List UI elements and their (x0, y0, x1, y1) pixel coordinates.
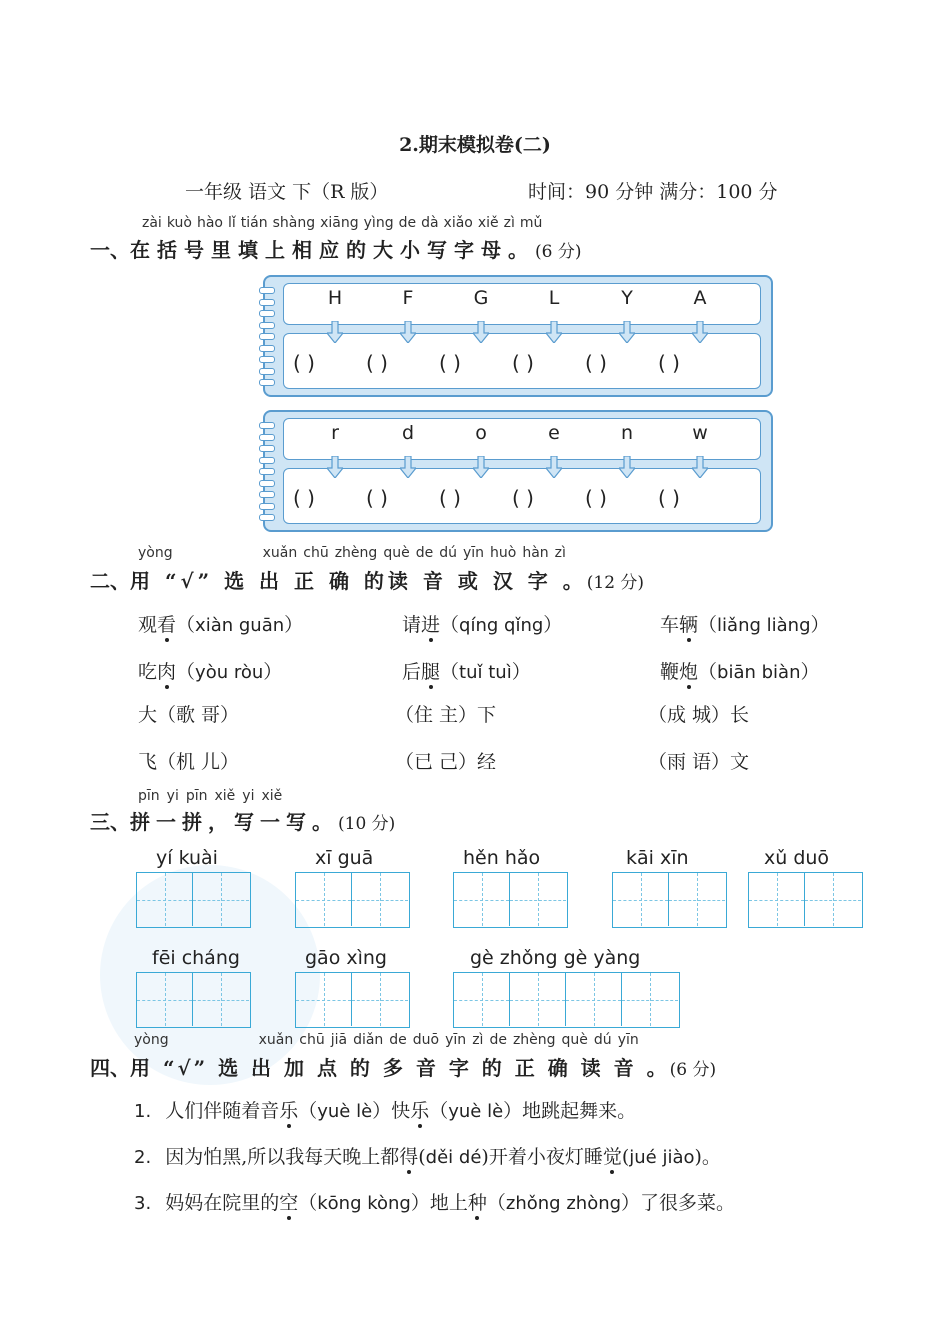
dotted-char: 觉 (602, 1146, 622, 1168)
notebook-ring (259, 503, 275, 510)
pinyin-options[interactable]: qíng qǐng (459, 615, 544, 636)
notebook-ring (259, 345, 275, 352)
pinyin-syllable: què (383, 545, 410, 561)
grade-subject: 一年级 语文 下（R 版） (185, 181, 389, 203)
grid-cell[interactable] (749, 873, 805, 926)
q1-char: 母 (481, 238, 501, 262)
q1-char: 括 (157, 238, 177, 262)
open-paren: （ (176, 661, 196, 683)
word-pinyin: fēi cháng (152, 947, 240, 969)
sentence-text: ）了很多菜。 (621, 1192, 736, 1214)
pinyin-options[interactable]: kōng kòng (317, 1193, 411, 1214)
q1-char: 字 (454, 238, 474, 262)
dotted-char: 进 (421, 614, 441, 636)
grid-cell[interactable] (622, 973, 678, 1026)
time-score: 时间：90 分钟 满分：100 分 (528, 181, 778, 203)
pinyin-options[interactable]: liǎng liàng (717, 615, 811, 636)
pinyin-syllable: duō (412, 1032, 440, 1048)
q3-char: 写 (234, 810, 254, 834)
q4-label: 四、 (90, 1056, 130, 1080)
pinyin-syllable: zài (142, 215, 162, 231)
pinyin-choice-item (402, 657, 531, 684)
grid-cell[interactable] (510, 873, 566, 926)
given-letter: L (548, 287, 560, 309)
pinyin-syllable: diǎn (353, 1032, 384, 1048)
pinyin-choice-item (660, 657, 820, 684)
uppercase-notebook (263, 275, 773, 397)
close-paren: ） (800, 661, 820, 683)
answer-blank[interactable]: ( ) (658, 351, 680, 375)
grid-cell[interactable] (613, 873, 669, 926)
q1-char: 号 (184, 238, 204, 262)
grid-cell[interactable] (454, 873, 510, 926)
pinyin-syllable: yìng (363, 215, 394, 231)
pinyin-options[interactable]: jué jiào (629, 1147, 695, 1168)
q1-heading (90, 234, 581, 263)
answer-blank[interactable]: ( ) (512, 486, 534, 510)
q1-pinyin (142, 215, 547, 231)
pinyin-syllable: chū (299, 1032, 325, 1048)
given-letter: w (692, 422, 708, 444)
q4-pinyin (134, 1032, 645, 1048)
pinyin-choice-item (138, 610, 303, 637)
word-pinyin: hěn hǎo (463, 847, 541, 869)
answer-blank[interactable]: ( ) (293, 351, 315, 375)
pinyin-syllable: yīn (462, 545, 485, 561)
grid-cell[interactable] (669, 873, 725, 926)
dotted-char: 得 (399, 1146, 419, 1168)
given-letter: e (548, 422, 560, 444)
pinyin-syllable: dú (593, 1032, 612, 1048)
notebook-ring (259, 310, 275, 317)
q1-char: 里 (211, 238, 231, 262)
q1-char: 。 (508, 238, 528, 262)
sentence-text: ( (621, 1146, 630, 1168)
grid-cell[interactable] (137, 973, 193, 1026)
char-choice-item[interactable]: （成 城）长 (648, 704, 750, 726)
pinyin-syllable: de (389, 1032, 407, 1048)
grid-cell[interactable] (566, 973, 622, 1026)
pinyin-syllable: xiě (477, 215, 499, 231)
notebook-ring (259, 480, 275, 487)
grid-cell[interactable] (296, 873, 352, 926)
sentence-text: 因为怕黑,所以我每天晚上都 (165, 1146, 400, 1168)
cell-guide (777, 873, 778, 926)
q3-char: 。 (312, 810, 332, 834)
grid-cell[interactable] (805, 873, 861, 926)
pinyin-syllable: de (415, 545, 434, 561)
grid-cell[interactable] (352, 873, 408, 926)
char-choice-item[interactable]: 大（歌 哥） (138, 704, 240, 726)
dotted-char: 乐 (279, 1100, 299, 1122)
down-arrow-icon (473, 456, 489, 478)
q3-label: 三、 (90, 810, 130, 834)
down-arrow-icon (546, 321, 562, 343)
grid-cell[interactable] (454, 973, 510, 1026)
pinyin-syllable: yòng (134, 1032, 169, 1048)
down-arrow-icon (400, 321, 416, 343)
q1-char: 的 (346, 238, 366, 262)
pinyin-syllable: pīn (185, 788, 208, 804)
q1-points: (6 分) (535, 242, 582, 262)
answer-blank[interactable]: ( ) (512, 351, 534, 375)
down-arrow-icon (400, 456, 416, 478)
given-letter: F (402, 287, 414, 309)
q3-char: 一 (156, 810, 176, 834)
q2-text: 用 “√” 选 出 正 确 的读 音 或 汉 字 。 (130, 569, 587, 593)
cell-guide (221, 873, 222, 926)
grid-cell[interactable] (193, 973, 249, 1026)
notebook-ring (259, 368, 275, 375)
pinyin-syllable: de (489, 1032, 507, 1048)
q1-char: 大 (373, 238, 393, 262)
grid-cell[interactable] (193, 873, 249, 926)
close-paren: ） (284, 614, 304, 636)
given-letter: n (620, 422, 634, 444)
pinyin-syllable: yīn (617, 1032, 639, 1048)
given-letter: A (693, 287, 707, 309)
sentence (134, 1188, 735, 1215)
cell-guide (482, 973, 483, 1026)
q2-heading (90, 565, 644, 594)
cell-guide (380, 873, 381, 926)
notebook-ring (259, 379, 275, 386)
q1-char: 小 (400, 238, 420, 262)
q1-char: 填 (238, 238, 258, 262)
down-arrow-icon (473, 321, 489, 343)
q3-char: ， (208, 810, 228, 834)
down-arrow-icon (619, 456, 635, 478)
open-paren: （ (176, 614, 196, 636)
q3-heading (90, 806, 395, 835)
given-letter: r (331, 422, 339, 444)
open-paren: （ (440, 614, 460, 636)
notebook-ring (259, 434, 275, 441)
given-letter: Y (621, 287, 633, 309)
pinyin-choice-item (660, 610, 830, 637)
writing-grid[interactable] (748, 872, 863, 928)
word-pinyin: xī guā (315, 847, 374, 869)
pinyin-syllable: shàng (272, 215, 316, 231)
pinyin-syllable: xiě (261, 788, 283, 804)
pinyin-syllable: xiǎo (443, 215, 473, 231)
pinyin-syllable: tián (240, 215, 268, 231)
sentence-text: ( (418, 1146, 426, 1168)
sentence-number: 2. (134, 1147, 152, 1168)
open-paren: （ (440, 661, 460, 683)
pinyin-options[interactable]: xiàn guān (195, 615, 285, 636)
notebook-ring (259, 287, 275, 294)
pinyin-syllable: yi (166, 788, 179, 804)
dotted-char: 看 (157, 614, 177, 636)
pinyin-syllable: zhèng (334, 545, 378, 561)
down-arrow-icon (546, 456, 562, 478)
answer-blank[interactable]: ( ) (585, 351, 607, 375)
q1-char: 上 (265, 238, 285, 262)
sentence-text: ）地跳起舞来。 (503, 1100, 637, 1122)
notebook-ring (259, 457, 275, 464)
pinyin-options[interactable]: zhǒng zhòng (505, 1193, 622, 1214)
pinyin-syllable: hào (196, 215, 223, 231)
answer-blank[interactable]: ( ) (439, 351, 461, 375)
writing-grid[interactable] (295, 872, 410, 928)
dotted-char: 乐 (410, 1100, 430, 1122)
q1-char: 应 (319, 238, 339, 262)
pinyin-syllable: què (561, 1032, 588, 1048)
word-pinyin: yí kuài (156, 847, 218, 869)
q1-char: 写 (427, 238, 447, 262)
cell-guide (833, 873, 834, 926)
q3-points: (10 分) (338, 814, 396, 834)
answer-blank[interactable]: ( ) (366, 486, 388, 510)
q2-points: (12 分) (586, 573, 645, 593)
down-arrow-icon (619, 321, 635, 343)
q4-text: 用 “√” 选 出 加 点 的 多 音 字 的 正 确 读 音 。 (130, 1056, 670, 1080)
q3-char: 拼 (130, 810, 150, 834)
pinyin-syllable: yi (242, 788, 255, 804)
pinyin-syllable: dà (421, 215, 439, 231)
given-letter: o (475, 422, 487, 444)
cell-guide (650, 973, 651, 1026)
cell-guide (324, 973, 325, 1026)
pinyin-syllable: dú (439, 545, 457, 561)
sentence-text: （ (298, 1192, 318, 1214)
cell-guide (482, 873, 483, 926)
cell-guide (641, 873, 642, 926)
grid-cell[interactable] (510, 973, 566, 1026)
sentence (134, 1142, 721, 1169)
dotted-char: 种 (467, 1192, 487, 1214)
notebook-ring (259, 299, 275, 306)
close-paren: ） (543, 614, 563, 636)
down-arrow-icon (692, 456, 708, 478)
pinyin-syllable: chū (303, 545, 329, 561)
sentence-number: 3. (134, 1193, 152, 1214)
cell-guide (538, 973, 539, 1026)
dotted-char: 辆 (679, 614, 699, 636)
notebook-ring (259, 514, 275, 521)
answer-blank[interactable]: ( ) (439, 486, 461, 510)
q1-label: 一、 (90, 238, 130, 262)
word-pinyin: xǔ duō (764, 847, 830, 869)
word-pinyin: gè zhǒng gè yàng (470, 947, 641, 969)
dotted-char: 炮 (679, 661, 699, 683)
q4-points: (6 分) (669, 1060, 717, 1080)
pinyin-syllable: lǐ (227, 215, 236, 231)
open-paren: （ (698, 661, 718, 683)
cell-guide (221, 973, 222, 1026)
close-paren: ） (810, 614, 830, 636)
given-letter: G (473, 287, 489, 309)
pinyin-syllable: kuò (166, 215, 192, 231)
sentence-text: （ (429, 1100, 449, 1122)
pinyin-syllable: huò (490, 545, 517, 561)
cell-guide (165, 873, 166, 926)
q4-heading (90, 1052, 716, 1081)
pinyin-syllable: zì (472, 1032, 484, 1048)
char-choice-item[interactable]: （住 主）下 (395, 704, 497, 726)
dotted-char: 肉 (157, 661, 177, 683)
word-char: 吃 (138, 661, 158, 683)
word-pinyin: gāo xìng (305, 947, 387, 969)
pinyin-syllable: hàn (522, 545, 549, 561)
char-choice-item[interactable]: （雨 语）文 (648, 751, 750, 773)
writing-grid[interactable] (453, 872, 568, 928)
notebook-ring (259, 445, 275, 452)
q3-char: 一 (260, 810, 280, 834)
pinyin-syllable: xiě (214, 788, 236, 804)
q2-label: 二、 (90, 569, 130, 593)
word-char: 观 (138, 614, 158, 636)
pinyin-options[interactable]: yuè lè (448, 1101, 504, 1122)
pinyin-options[interactable]: yòu ròu (195, 662, 264, 683)
answer-blank[interactable]: ( ) (585, 486, 607, 510)
answer-blank[interactable]: ( ) (658, 486, 680, 510)
close-paren: ） (263, 661, 283, 683)
notebook-ring (259, 333, 275, 340)
pinyin-syllable: yòng (138, 545, 173, 561)
pinyin-choice-item (402, 610, 562, 637)
word-char: 后 (402, 661, 422, 683)
q3-text (130, 810, 338, 834)
q1-char: 相 (292, 238, 312, 262)
pinyin-choice-item (138, 657, 282, 684)
writing-grid[interactable] (295, 972, 410, 1028)
sentence-text: 人们伴随着音 (165, 1100, 280, 1122)
pinyin-syllable: mǔ (519, 215, 543, 231)
pinyin-options[interactable]: děi dé (425, 1147, 482, 1168)
word-char: 请 (402, 614, 422, 636)
cell-guide (697, 873, 698, 926)
writing-grid[interactable] (453, 972, 680, 1028)
pinyin-syllable: zì (503, 215, 515, 231)
writing-grid[interactable] (136, 972, 251, 1028)
sentence-text: )开着小夜灯睡 (481, 1146, 603, 1168)
pinyin-options[interactable]: tuǐ tuì (459, 662, 512, 683)
writing-grid[interactable] (612, 872, 727, 928)
open-paren: （ (698, 614, 718, 636)
pinyin-syllable: pīn (138, 788, 160, 804)
sentence (134, 1096, 636, 1123)
pinyin-syllable: xuǎn (258, 1032, 294, 1048)
sentence-text: ）地上 (410, 1192, 468, 1214)
answer-blank[interactable]: ( ) (293, 486, 315, 510)
q2-pinyin-1 (138, 545, 572, 561)
pinyin-syllable: zì (554, 545, 566, 561)
lowercase-notebook (263, 410, 773, 532)
notebook-ring (259, 468, 275, 475)
cell-guide (380, 973, 381, 1026)
sentence-text: 妈妈在院里的 (165, 1192, 280, 1214)
sentence-text: （ (298, 1100, 318, 1122)
pinyin-syllable: jiā (330, 1032, 348, 1048)
notebook-ring (259, 322, 275, 329)
sentence-text: )。 (694, 1146, 721, 1168)
pinyin-syllable: zhèng (512, 1032, 556, 1048)
notebook-ring (259, 422, 275, 429)
char-choice-item[interactable]: 飞（机 儿） (138, 751, 240, 773)
cell-guide (538, 873, 539, 926)
pinyin-syllable: xiāng (320, 215, 359, 231)
sentence-text: （ (486, 1192, 506, 1214)
close-paren: ） (511, 661, 531, 683)
answer-blank[interactable]: ( ) (366, 351, 388, 375)
down-arrow-icon (692, 321, 708, 343)
cell-guide (594, 973, 595, 1026)
sentence-number: 1. (134, 1101, 152, 1122)
char-choice-item[interactable]: （已 己）经 (395, 751, 497, 773)
pinyin-syllable: xuǎn (262, 545, 298, 561)
sentence-text: ）快 (372, 1100, 411, 1122)
notebook-ring (259, 356, 275, 363)
grid-cell[interactable] (137, 873, 193, 926)
page-title: 2.期末模拟卷(二) (399, 134, 551, 156)
grid-cell[interactable] (296, 973, 352, 1026)
grid-cell[interactable] (352, 973, 408, 1026)
pinyin-syllable: yīn (445, 1032, 467, 1048)
pinyin-options[interactable]: yuè lè (317, 1101, 373, 1122)
q3-char: 写 (286, 810, 306, 834)
dotted-char: 腿 (421, 661, 441, 683)
dotted-char: 空 (279, 1192, 299, 1214)
q3-pinyin (138, 788, 289, 804)
q3-char: 拼 (182, 810, 202, 834)
pinyin-syllable: de (398, 215, 417, 231)
word-char: 车 (660, 614, 680, 636)
down-arrow-icon (327, 456, 343, 478)
q1-char: 在 (130, 238, 150, 262)
cell-guide (324, 873, 325, 926)
given-letter: H (327, 287, 343, 309)
writing-grid[interactable] (136, 872, 251, 928)
q1-text (130, 238, 535, 262)
word-pinyin: kāi xīn (626, 847, 689, 869)
word-char: 鞭 (660, 661, 680, 683)
pinyin-options[interactable]: biān biàn (717, 662, 801, 683)
down-arrow-icon (327, 321, 343, 343)
cell-guide (165, 973, 166, 1026)
given-letter: d (401, 422, 415, 444)
notebook-ring (259, 491, 275, 498)
